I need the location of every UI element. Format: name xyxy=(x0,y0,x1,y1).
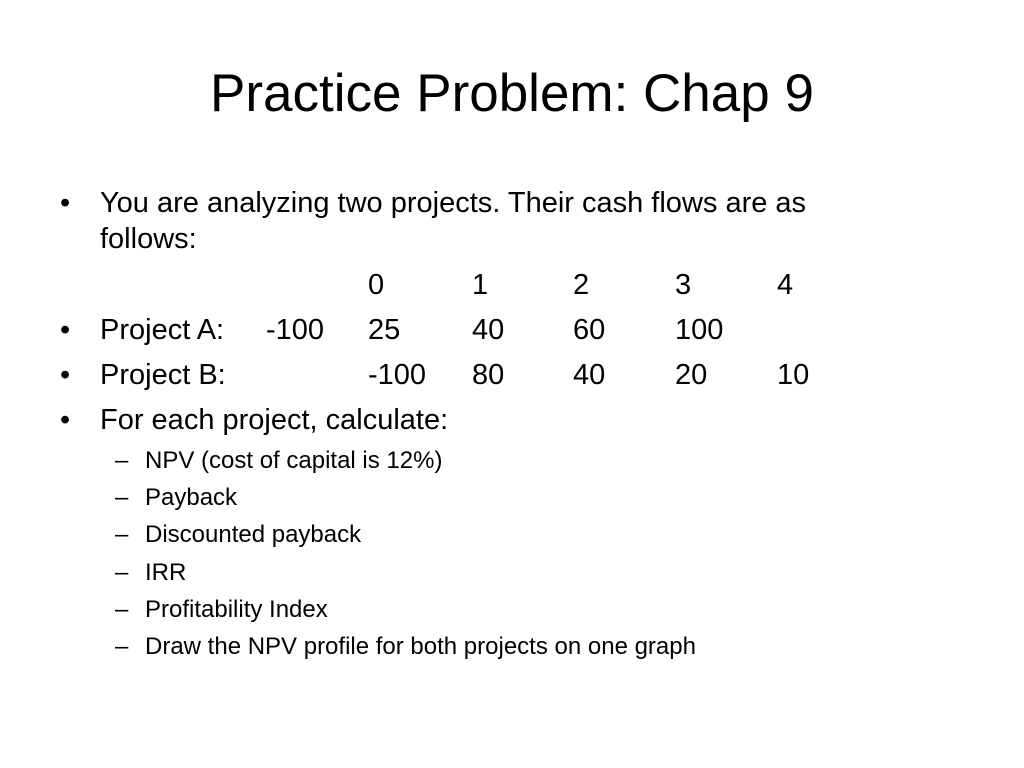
task-heading: For each project, calculate: xyxy=(100,404,449,436)
cash-flow-value: 40 xyxy=(472,314,505,346)
bullet-icon: • xyxy=(60,359,71,391)
project-b-label: Project B: xyxy=(100,359,226,391)
period-label: 1 xyxy=(472,269,489,301)
cash-flow-value: 80 xyxy=(472,359,505,391)
intro-text-line-1: You are analyzing two projects. Their cash flows are as xyxy=(100,187,807,219)
task-item: Payback xyxy=(145,484,238,511)
task-item: Profitability Index xyxy=(145,596,328,623)
cash-flow-value: 100 xyxy=(675,314,724,346)
task-item: IRR xyxy=(145,559,187,586)
dash-icon: – xyxy=(115,447,129,474)
cash-flow-value: -100 xyxy=(368,359,427,391)
bullet-icon: • xyxy=(60,187,71,219)
cash-flow-value: 10 xyxy=(777,359,810,391)
dash-icon: – xyxy=(115,484,129,511)
period-label: 4 xyxy=(777,269,794,301)
dash-icon: – xyxy=(115,596,129,623)
task-item: Draw the NPV profile for both projects on one graph xyxy=(145,633,696,660)
project-a-label: Project A: xyxy=(100,314,225,346)
dash-icon: – xyxy=(115,559,129,586)
task-item: NPV (cost of capital is 12%) xyxy=(145,447,443,474)
bullet-icon: • xyxy=(60,404,71,436)
period-label: 0 xyxy=(368,269,385,301)
task-item: Discounted payback xyxy=(145,521,362,548)
period-label: 3 xyxy=(675,269,692,301)
cash-flow-value: 20 xyxy=(675,359,708,391)
period-label: 2 xyxy=(573,269,590,301)
cash-flow-value: 60 xyxy=(573,314,606,346)
intro-text-line-2: follows: xyxy=(100,223,197,255)
dash-icon: – xyxy=(115,521,129,548)
cash-flow-value: -100 xyxy=(266,314,325,346)
slide-title: Practice Problem: Chap 9 xyxy=(210,64,814,123)
dash-icon: – xyxy=(115,633,129,660)
bullet-icon: • xyxy=(60,314,71,346)
cash-flow-value: 25 xyxy=(368,314,401,346)
cash-flow-value: 40 xyxy=(573,359,606,391)
